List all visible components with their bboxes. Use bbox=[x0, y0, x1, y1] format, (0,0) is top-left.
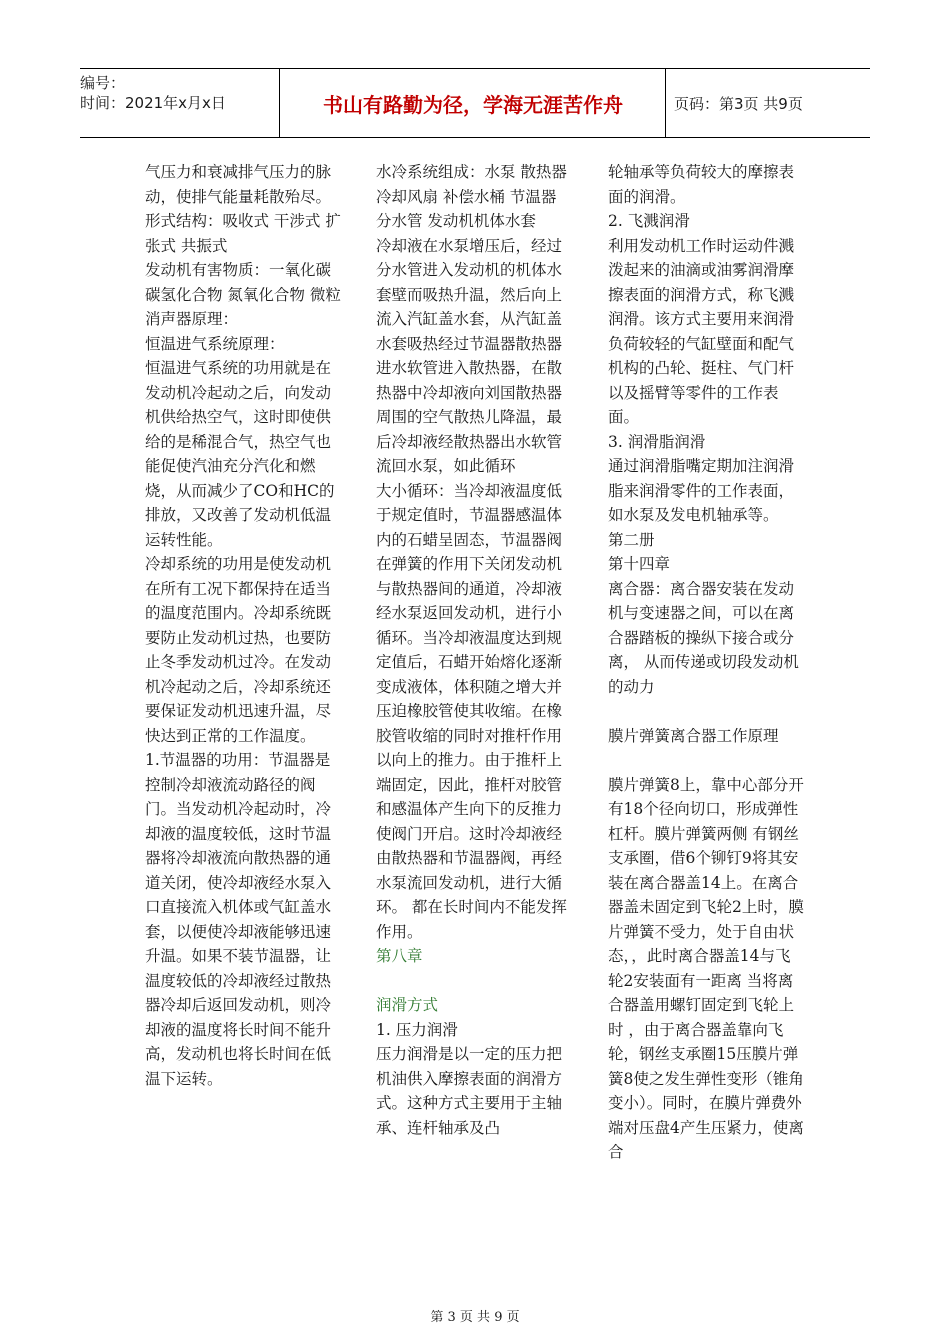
item-heading: 2. 飞溅润滑 bbox=[608, 212, 690, 230]
column-1 bbox=[145, 160, 341, 1091]
item-heading: 3. 润滑脂润滑 bbox=[608, 432, 706, 451]
section-heading: 膜片弹簧离合器工作原理 bbox=[608, 726, 779, 745]
paragraph: 恒温进气系统原理： bbox=[145, 334, 285, 353]
paragraph: 发动机有害物质：一氧化碳 碳氢化合物 氮氧化合物 微粒 bbox=[145, 261, 341, 304]
paragraph: 冷却系统的功用是使发动机在所有工况下都保持在适当的温度范围内。冷却系统既要防止发动机过热，也要防止冬季发动机过冷。在发动机冷起动之后，冷却系统还要保证发动机迅速升温，尽快达到正常的工作温度。 bbox=[145, 555, 332, 745]
item-heading: 1. 压力润滑 bbox=[376, 1020, 458, 1039]
document-number-label: 编号： bbox=[80, 74, 126, 92]
page-footer: 第 3 页 共 9 页 bbox=[430, 1310, 520, 1325]
paragraph: 大小循环：当冷却液温度低于规定值时，节温器感温体内的石蜡呈固态，节温器阀在弹簧的作用下关闭发动机与散热器间的通道，冷却液经水泵返回发动机，进行小循环。当冷却液温度达到规定值后，石蜡开始熔化逐渐变成液体，体积随之增大并压迫橡胶管使其收缩。在橡胶管收缩的同时对推杆作用以向上的推力。由于推杆上端固定，因此，推杆对胶管和感温体产生向下的反推力使阀门开启。这时冷却液经由散热器和节温器阀，再经水泵流回发动机，进行大循环。 都在长时间内不能发挥作用。 bbox=[376, 481, 567, 941]
paragraph: 冷却液在水泵增压后，经过分水管进入发动机的机体水套壁而吸热升温，然后向上流入汽缸盖水套，从汽缸盖水套吸热经过节温器散热器进水软管进入散热器，在散热器中冷却液向刘国散热器周围的空气散热儿降温，最后冷却液经散热器出水软管流回水泵，如此循环 bbox=[376, 236, 563, 475]
spacer bbox=[608, 699, 804, 724]
section-heading: 润滑方式 bbox=[376, 996, 439, 1014]
book-heading: 第二册 bbox=[608, 530, 655, 549]
header-motto: 书山有路勤为径，学海无涯苦作舟 bbox=[281, 69, 666, 137]
spacer bbox=[376, 969, 572, 994]
paragraph: 气压力和衰减排气压力的脉动，使排气能量耗散殆尽。 bbox=[145, 163, 332, 206]
column-3 bbox=[608, 160, 804, 1165]
document-time: 时间：2021年x月x日 bbox=[80, 94, 226, 112]
paragraph: 利用发动机工作时运动件溅泼起来的油滴或油雾润滑摩擦表面的润滑方式，称飞溅润滑。该方式主要用来润滑负荷较轻的气缸壁面和配气机构的凸轮、挺柱、气门杆以及摇臂等零件的工作表面。 bbox=[608, 236, 795, 426]
paragraph: 离合器：离合器安装在发动机与变速器之间，可以在离合器踏板的操纵下接合或分离， 从而传递或切段发动机的动力 bbox=[608, 579, 799, 696]
paragraph: 通过润滑脂嘴定期加注润滑脂来润滑零件的工作表面，如水泵及发电机轴承等。 bbox=[608, 457, 795, 524]
header-page-info: 页码：第3页 共9页 bbox=[674, 94, 803, 113]
header-meta bbox=[80, 69, 280, 137]
chapter-heading: 第十四章 bbox=[608, 555, 671, 573]
chapter-heading: 第八章 bbox=[376, 947, 423, 965]
spacer bbox=[608, 748, 804, 773]
paragraph: 压力润滑是以一定的压力把机油供入摩擦表面的润滑方式。这种方式主要用于主轴承、连杆轴承及凸 bbox=[376, 1045, 563, 1137]
paragraph: 1.节温器的功用：节温器是控制冷却液流动路径的阀门。当发动机冷起动时，冷却液的温度较低，这时节温器将冷却液流向散热器的通道关闭，使冷却液经水泵入口直接流入机体或气缸盖水套，以便使冷却液能够迅速升温。如果不装节温器，让温度较低的冷却液经过散热器冷却后返回发动机，则冷却液的温度将长时间不能升高，发动机也将长时间在低温下运转。 bbox=[145, 751, 332, 1088]
paragraph: 膜片弹簧8上，靠中心部分开有18个径向切口，形成弹性杠杆。膜片弹簧两侧 有钢丝支承圈，借6个铆钉9将其安装在离合器盖14上。在离合器盖未固定到飞轮2上时，膜片弹簧不受力，处于自由状态，，此时离合器盖14与飞轮2安装面有一距离 当将离合器盖用螺钉固定到飞轮上时 ，由于离合器盖靠向飞轮，钢丝支承圈15压膜片弹簧8使之发生弹性变形（锥角变小）。同时，在膜片弹费外端对压盘4产生压紧力，使离合 bbox=[608, 775, 804, 1161]
column-2 bbox=[376, 160, 572, 1140]
page-header bbox=[80, 68, 870, 138]
paragraph: 恒温进气系统的功用就是在发动机冷起动之后，向发动机供给热空气，这时即使供给的是稀混合气，热空气也能促使汽油充分汽化和燃烧，从而减少了CO和HC的排放，又改善了发动机低温运转性能。 bbox=[145, 359, 335, 549]
paragraph: 水冷系统组成：水泵 散热器 冷却风扇 补偿水桶 节温器 分水管 发动机机体水套 bbox=[376, 163, 567, 230]
paragraph: 形式结构：吸收式 干涉式 扩张式 共振式 bbox=[145, 212, 341, 255]
paragraph: 消声器原理： bbox=[145, 310, 239, 328]
paragraph: 轮轴承等负荷较大的摩擦表面的润滑。 bbox=[608, 163, 795, 206]
